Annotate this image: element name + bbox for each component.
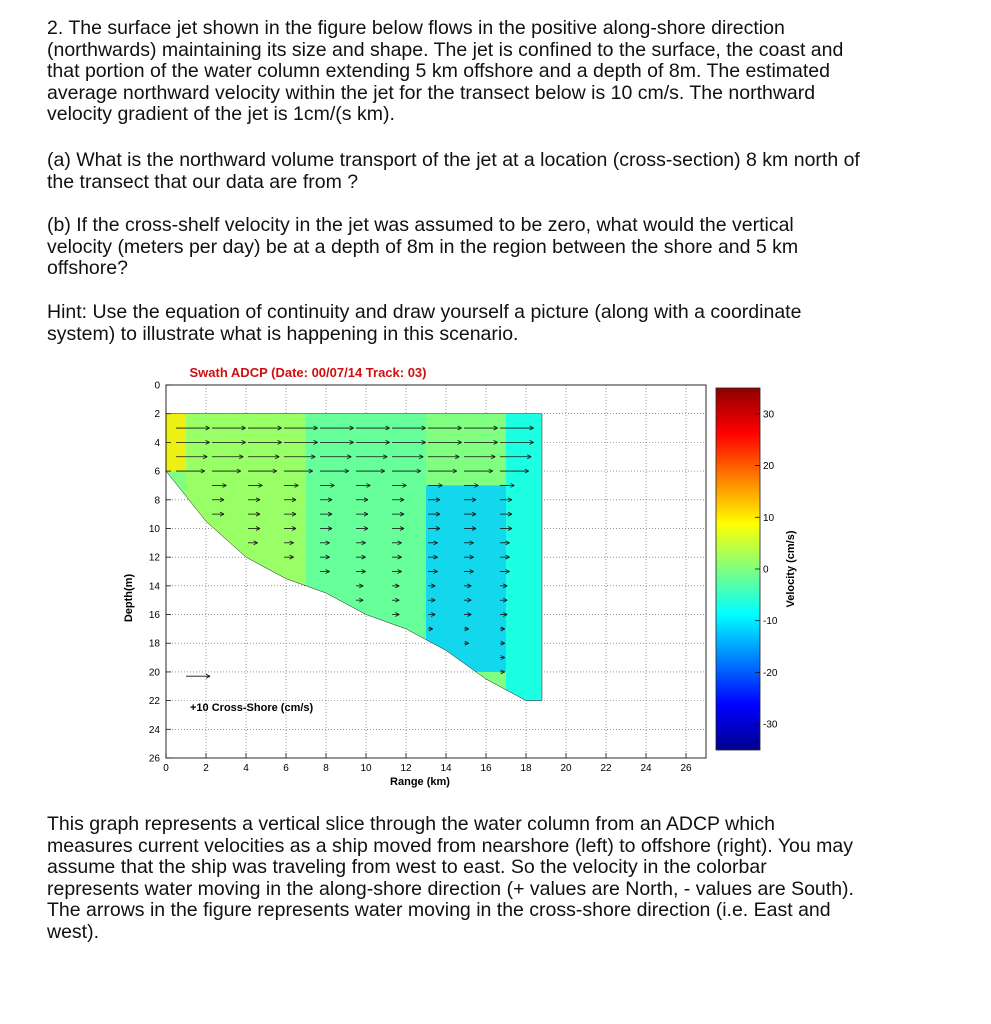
question-intro: 2. The surface jet shown in the figure below flows in the positive along-shore direction (northwards) maintaining its size and shape. The jet is confined to the surface, the coast and that portion of the water column extending 5 km offshore and a depth of 8m. The estimated average northward velocity within the jet for the transect below is 10 cm/s. The northward velocity gradient of the jet is 1cm/(s km). xyxy=(47,17,844,125)
question-part-a: (a) What is the northward volume transport of the jet at a location (cross-section) 8 km north of the transect that our data are from ? xyxy=(47,149,860,193)
chart-title: Swath ADCP (Date: 00/07/14 Track: 03) xyxy=(189,365,427,380)
y-tick-label: 2 xyxy=(154,409,160,421)
x-tick-label: 12 xyxy=(400,763,412,774)
x-tick-label: 8 xyxy=(323,763,329,774)
x-tick-label: 26 xyxy=(680,763,692,774)
colorbar-tick-label: 10 xyxy=(763,512,775,524)
y-tick-label: 26 xyxy=(148,753,160,765)
x-tick-label: 24 xyxy=(640,763,652,774)
x-tick-label: 10 xyxy=(360,763,372,774)
colorbar-tick-label: -10 xyxy=(763,616,778,628)
y-tick-label: 24 xyxy=(148,724,160,736)
x-tick-label: 6 xyxy=(283,763,289,774)
colorbar-tick-label: 20 xyxy=(763,461,775,473)
y-tick-label: 18 xyxy=(148,638,160,650)
x-tick-label: 4 xyxy=(243,763,249,774)
colorbar-tick-label: 0 xyxy=(763,564,769,576)
colorbar-tick-label: -20 xyxy=(763,667,778,679)
x-axis-label: Range (km) xyxy=(390,776,450,788)
y-tick-label: 6 xyxy=(154,466,160,478)
x-tick-label: 22 xyxy=(600,763,612,774)
y-tick-label: 12 xyxy=(148,552,160,564)
y-tick-label: 8 xyxy=(154,495,160,507)
question-hint: Hint: Use the equation of continuity and draw yourself a picture (along with a coordinate system) to illustrate what is happening in this scenario. xyxy=(47,301,802,345)
colorbar xyxy=(716,388,797,750)
adcp-chart xyxy=(118,358,800,800)
x-tick-label: 20 xyxy=(560,763,572,774)
y-tick-label: 22 xyxy=(148,696,160,708)
y-axis-label: Depth(m) xyxy=(123,573,135,623)
y-tick-label: 4 xyxy=(154,437,160,449)
y-tick-label: 20 xyxy=(148,667,160,679)
adcp-figure xyxy=(118,358,800,800)
arrow-legend-label: +10 Cross-Shore (cm/s) xyxy=(190,702,314,714)
y-tick-label: 10 xyxy=(148,523,160,535)
x-tick-label: 16 xyxy=(480,763,492,774)
x-tick-label: 0 xyxy=(163,763,169,774)
colorbar-tick-label: -30 xyxy=(763,719,778,731)
x-tick-label: 2 xyxy=(203,763,209,774)
x-tick-label: 18 xyxy=(520,763,532,774)
colorbar-tick-label: 30 xyxy=(763,409,775,421)
colorbar-gradient xyxy=(716,388,760,750)
y-tick-label: 0 xyxy=(154,380,160,392)
y-tick-label: 14 xyxy=(148,581,160,593)
colorbar-label: Velocity (cm/s) xyxy=(785,530,797,608)
question-part-b: (b) If the cross-shelf velocity in the jet was assumed to be zero, what would the vertical velocity (meters per day) be at a depth of 8m in the region between the shore and 5 km offshore? xyxy=(47,214,799,279)
explanation-text: This graph represents a vertical slice through the water column from an ADCP which measures current velocities as a ship moved from nearshore (left) to offshore (right). You may assume that the ship was traveling from west to east. So the velocity in the colorbar represents water moving in the along-shore direction (+ values are North, - values are South). The arrows in the figure represents water moving in the cross-shore direction (i.e. East and west). xyxy=(47,813,854,943)
x-tick-label: 14 xyxy=(440,763,452,774)
y-tick-label: 16 xyxy=(148,610,160,622)
